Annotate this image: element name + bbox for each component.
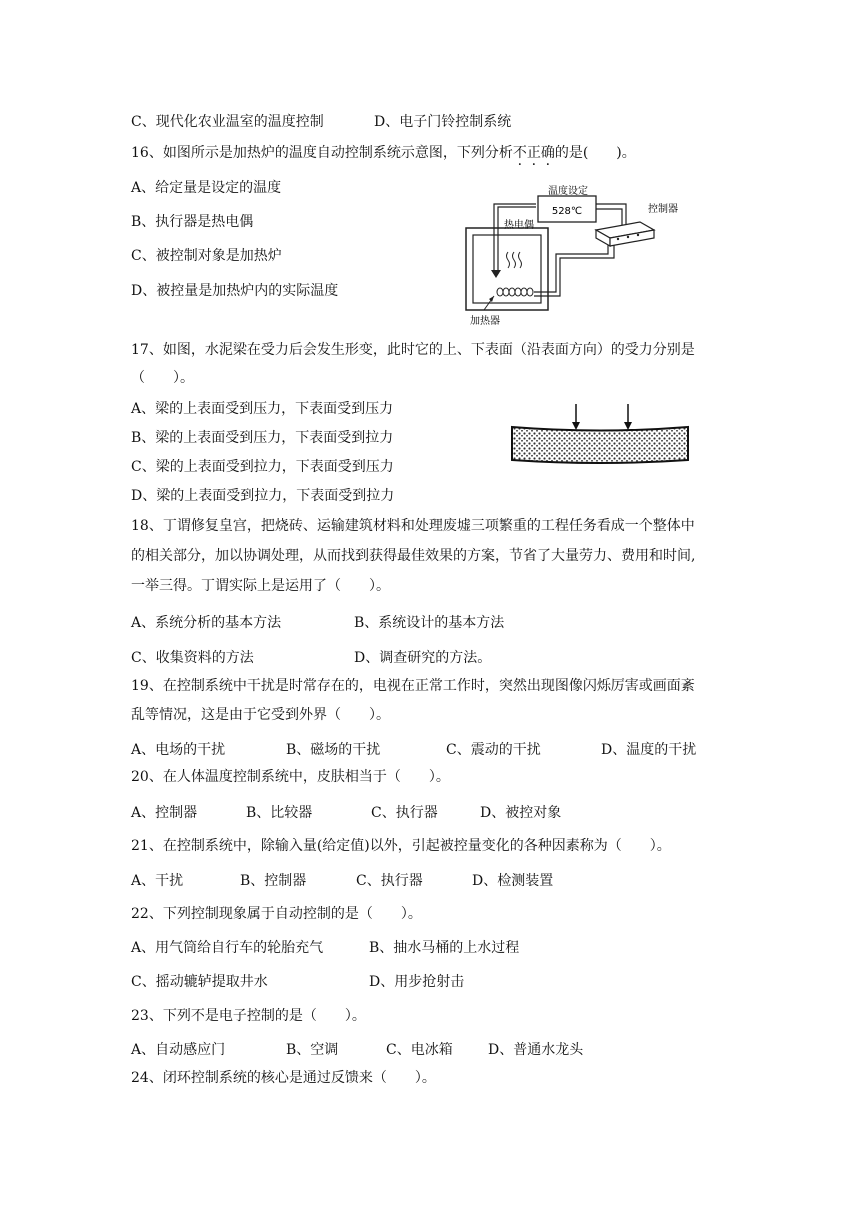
q23-option-a: A、自动感应门	[131, 1042, 226, 1058]
q18-stem-line-3: 一举三得。丁谓实际上是运用了（ ）。	[131, 578, 390, 594]
q16-emphasis-char: 不	[512, 145, 527, 161]
q18-option-a: A、系统分析的基本方法	[131, 615, 282, 631]
concrete-beam	[512, 427, 688, 463]
q19-option-c: C、震动的干扰	[446, 742, 541, 758]
q23-stem: 23、下列不是电子控制的是（ ）。	[131, 1008, 366, 1024]
q21-stem: 21、在控制系统中，除输入量(给定值)以外，引起被控量变化的各种因素称为（ ）。	[131, 838, 671, 854]
q20-stem: 20、在人体温度控制系统中，皮肤相当于（ ）。	[131, 769, 450, 785]
q16-option-a: A、给定量是设定的温度	[131, 180, 282, 196]
q20-option-d: D、被控对象	[480, 805, 562, 821]
q23-option-c: C、电冰箱	[386, 1042, 453, 1058]
q18-stem-line-2: 的相关部分，加以协调处理，从而找到获得最佳效果的方案，节省了大量劳力、费用和时间,	[131, 548, 696, 564]
q23-option-d: D、普通水龙头	[488, 1042, 584, 1058]
q17-stem-line-1: 17、如图，水泥梁在受力后会发生形变，此时它的上、下表面（沿表面方向）的受力分别是	[131, 342, 695, 358]
q21-option-c: C、执行器	[356, 873, 423, 889]
arrow-down-icon	[624, 422, 632, 430]
q15-option-d: D、电子门铃控制系统	[374, 114, 512, 130]
q15-option-c: C、现代化农业温室的温度控制	[131, 114, 324, 130]
q16-option-d: D、被控量是加热炉内的实际温度	[131, 283, 339, 299]
q16-option-c: C、被控制对象是加热炉	[131, 248, 282, 264]
concrete-beam-diagram	[508, 402, 692, 468]
q20-option-a: A、控制器	[131, 805, 198, 821]
q24-stem: 24、闭环控制系统的核心是通过反馈来（ ）。	[131, 1070, 436, 1086]
q18-option-c: C、收集资料的方法	[131, 650, 254, 666]
q16-stem-text-a: 16、如图所示是加热炉的温度自动控制系统示意图，下列分析	[131, 145, 513, 161]
q16-stem-text-b: 的是( )。	[554, 145, 636, 161]
heat-wave-icon	[513, 252, 516, 268]
controller-box	[596, 222, 654, 246]
q17-stem-line-2: （ ）。	[131, 370, 194, 386]
q17-option-c: C、梁的上表面受到拉力，下表面受到压力	[131, 459, 394, 475]
q22-stem: 22、下列控制现象属于自动控制的是（ ）。	[131, 906, 422, 922]
q19-stem-line-1: 19、在控制系统中干扰是时常存在的，电视在正常工作时，突然出现图像闪烁厉害或画面紊	[131, 678, 695, 694]
furnace-control-diagram	[458, 182, 708, 330]
q16-stem	[131, 143, 636, 163]
furnace-outer-wall	[466, 228, 548, 310]
q16-option-b: B、执行器是热电偶	[131, 214, 254, 230]
q22-option-b: B、抽水马桶的上水过程	[369, 940, 520, 956]
heat-wave-icon	[519, 252, 522, 268]
q17-option-a: A、梁的上表面受到压力，下表面受到压力	[131, 401, 394, 417]
q22-option-d: D、用步抢射击	[369, 974, 465, 990]
q21-option-b: B、控制器	[240, 873, 307, 889]
q16-emphasis-char: 正	[526, 145, 541, 161]
furnace-inner-wall	[473, 235, 541, 303]
heat-wave-icon	[507, 252, 510, 268]
temperature-value: 528℃	[551, 206, 583, 217]
q21-option-a: A、干扰	[131, 873, 184, 889]
q17-option-d: D、梁的上表面受到拉力，下表面受到拉力	[131, 488, 395, 504]
heater-wire	[534, 242, 608, 292]
q22-option-c: C、摇动辘轳提取井水	[131, 974, 268, 990]
heater-coil	[497, 288, 533, 296]
q19-stem-line-2: 乱等情况，这是由于它受到外界（ ）。	[131, 707, 390, 723]
q22-option-a: A、用气筒给自行车的轮胎充气	[131, 940, 324, 956]
temperature-setting-label: 温度设定	[548, 186, 588, 197]
probe-tip	[491, 270, 501, 278]
heater-label: 加热器	[470, 316, 500, 327]
q20-option-b: B、比较器	[246, 805, 313, 821]
q18-option-b: B、系统设计的基本方法	[354, 615, 505, 631]
q21-option-d: D、检测装置	[472, 873, 554, 889]
thermocouple-label: 热电偶	[504, 220, 534, 231]
q19-option-a: A、电场的干扰	[131, 742, 226, 758]
q19-option-d: D、温度的干扰	[601, 742, 697, 758]
q16-emphasis-char: 确	[540, 145, 555, 161]
q18-stem-line-1: 18、丁谓修复皇宫，把烧砖、运输建筑材料和处理废墟三项繁重的工程任务看成一个整体中	[131, 518, 695, 534]
controller-label: 控制器	[648, 204, 678, 215]
q17-option-b: B、梁的上表面受到压力，下表面受到拉力	[131, 430, 394, 446]
q18-option-d: D、调查研究的方法。	[354, 650, 492, 666]
arrow-down-icon	[572, 422, 580, 430]
q19-option-b: B、磁场的干扰	[286, 742, 381, 758]
q20-option-c: C、执行器	[371, 805, 438, 821]
q23-option-b: B、空调	[286, 1042, 339, 1058]
